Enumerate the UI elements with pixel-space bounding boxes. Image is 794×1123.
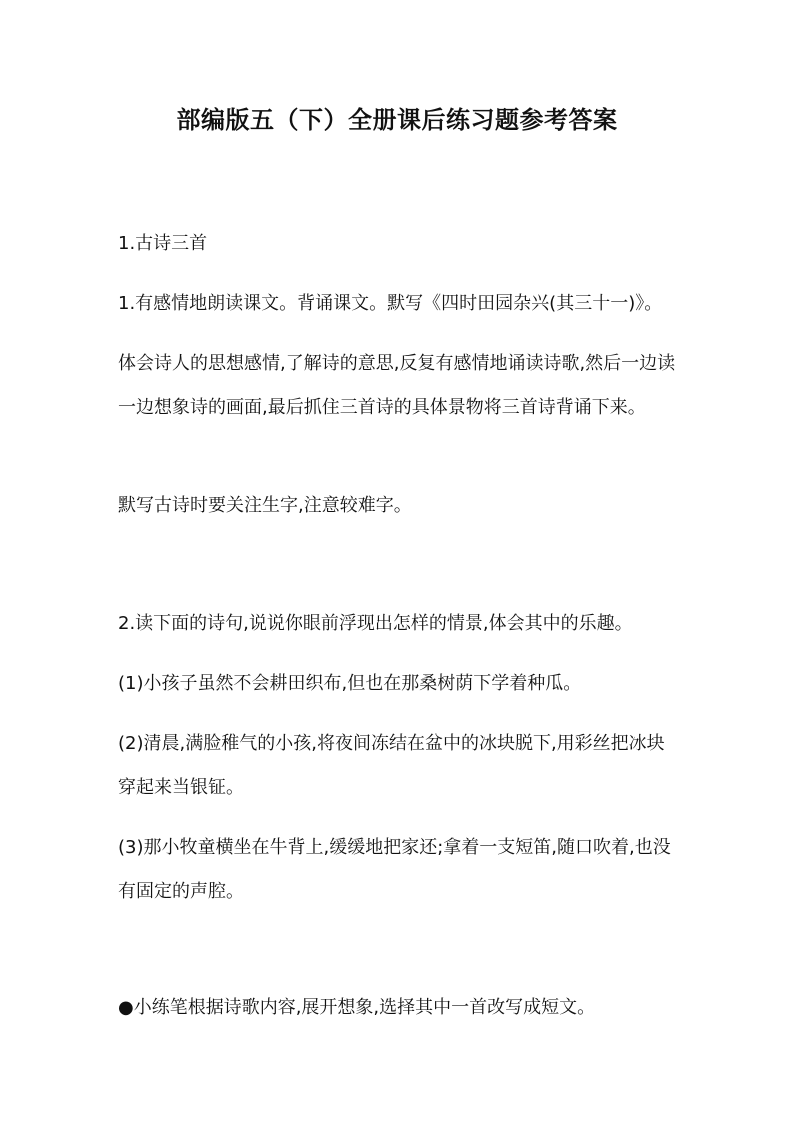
answer-2-item-2: (2)清晨,满脸稚气的小孩,将夜间冻结在盆中的冰块脱下,用彩丝把冰块穿起来当银钲。	[118, 733, 665, 798]
question-1: 1.有感情地朗读课文。背诵课文。默写《四时田园杂兴(其三十一)》。	[118, 293, 663, 314]
answer-1-paragraph-1: 体会诗人的思想感情,了解诗的意思,反复有感情地诵读诗歌,然后一边读一边想象诗的画面,最后抓住三首诗的具体景物将三首诗背诵下来。	[118, 353, 676, 418]
answer-1-paragraph-2: 默写古诗时要关注生字,注意较难字。	[118, 495, 412, 516]
answer-2-item-3: (3)那小牧童横坐在牛背上,缓缓地把家还;拿着一支短笛,随口吹着,也没有固定的声腔。	[118, 837, 671, 902]
answer-2-item-1: (1)小孩子虽然不会耕田织布,但也在那桑树荫下学着种瓜。	[118, 673, 582, 694]
document-title: 部编版五（下）全册课后练习题参考答案	[176, 106, 618, 134]
writing-exercise: ●小练笔根据诗歌内容,展开想象,选择其中一首改写成短文。	[118, 997, 596, 1018]
question-2: 2.读下面的诗句,说说你眼前浮现出怎样的情景,体会其中的乐趣。	[118, 613, 633, 634]
section-heading: 1.古诗三首	[118, 233, 208, 254]
